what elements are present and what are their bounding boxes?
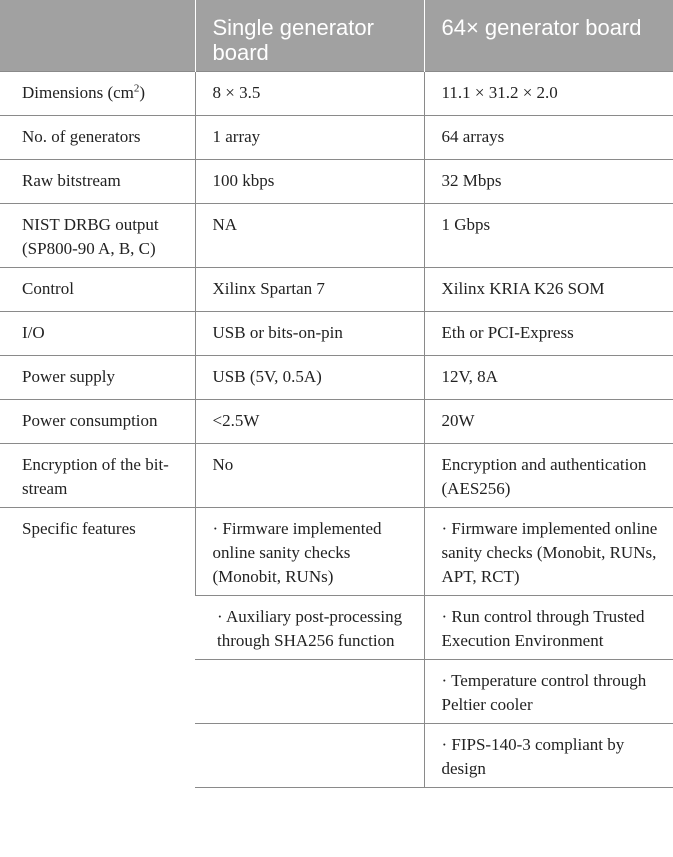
cell-multi-feature-4: · FIPS-140-3 compliant by design	[424, 724, 673, 788]
cell-single-encryption: No	[195, 444, 424, 508]
row-label-dimensions: Dimensions $(cm^2)$	[0, 72, 195, 116]
cell-single-feature-1: · Firmware implemented online sanity checks (Monobit, RUNs)	[195, 508, 424, 596]
cell-multi-power-consumption: 20W	[424, 400, 673, 444]
cell-multi-feature-2: · Run control through Trusted Execution Environment	[424, 596, 673, 660]
header-row	[0, 0, 673, 72]
row-label-nist: NIST DRBG output (SP800-90 A, B, C)	[0, 204, 195, 268]
row-label-power-consumption: Power consumption	[0, 400, 195, 444]
cell-single-feature-3	[195, 660, 424, 724]
cell-single-power-supply: USB (5V, 0.5A)	[195, 356, 424, 400]
row-label-io: I/O	[0, 312, 195, 356]
table-row	[0, 508, 673, 596]
row-label-generators: No. of generators	[0, 116, 195, 160]
row-label-power-supply: Power supply	[0, 356, 195, 400]
cell-single-raw-bitstream: 100 kbps	[195, 160, 424, 204]
table-row	[0, 116, 673, 160]
cell-single-power-consumption: <2.5W	[195, 400, 424, 444]
cell-single-control: Xilinx Spartan 7	[195, 268, 424, 312]
cell-multi-encryption: Encryption and authentication (AES256)	[424, 444, 673, 508]
cell-single-dimensions: 8 × 3.5	[195, 72, 424, 116]
table-row	[0, 204, 673, 268]
table-row	[0, 268, 673, 312]
cell-single-nist: NA	[195, 204, 424, 268]
cell-single-feature-2: · Auxiliary post-processing through SHA256 function	[195, 596, 424, 660]
cell-single-generators: 1 array	[195, 116, 424, 160]
table-row	[0, 312, 673, 356]
cell-multi-nist: 1 Gbps	[424, 204, 673, 268]
cell-multi-generators: 64 arrays	[424, 116, 673, 160]
row-label-encryption: Encryption of the bit-stream	[0, 444, 195, 508]
table-row	[0, 400, 673, 444]
header-single-board: Single generator board	[195, 0, 424, 72]
table-row	[0, 356, 673, 400]
header-64x-board: 64× generator board	[424, 0, 673, 72]
table-row	[0, 444, 673, 508]
header-empty-cell	[0, 0, 195, 72]
cell-multi-power-supply: 12V, 8A	[424, 356, 673, 400]
row-label-specific-features: Specific features	[0, 508, 195, 788]
row-label-raw-bitstream: Raw bitstream	[0, 160, 195, 204]
cell-multi-raw-bitstream: 32 Mbps	[424, 160, 673, 204]
cell-multi-feature-3: · Temperature control through Peltier cooler	[424, 660, 673, 724]
table-row	[0, 72, 673, 116]
cell-multi-feature-1: · Firmware implemented online sanity checks (Monobit, RUNs, APT, RCT)	[424, 508, 673, 596]
cell-multi-control: Xilinx KRIA K26 SOM	[424, 268, 673, 312]
cell-multi-io: Eth or PCI-Express	[424, 312, 673, 356]
cell-multi-dimensions: 11.1 × 31.2 × 2.0	[424, 72, 673, 116]
row-label-control: Control	[0, 268, 195, 312]
cell-single-io: USB or bits-on-pin	[195, 312, 424, 356]
cell-single-feature-4	[195, 724, 424, 788]
table-row	[0, 160, 673, 204]
